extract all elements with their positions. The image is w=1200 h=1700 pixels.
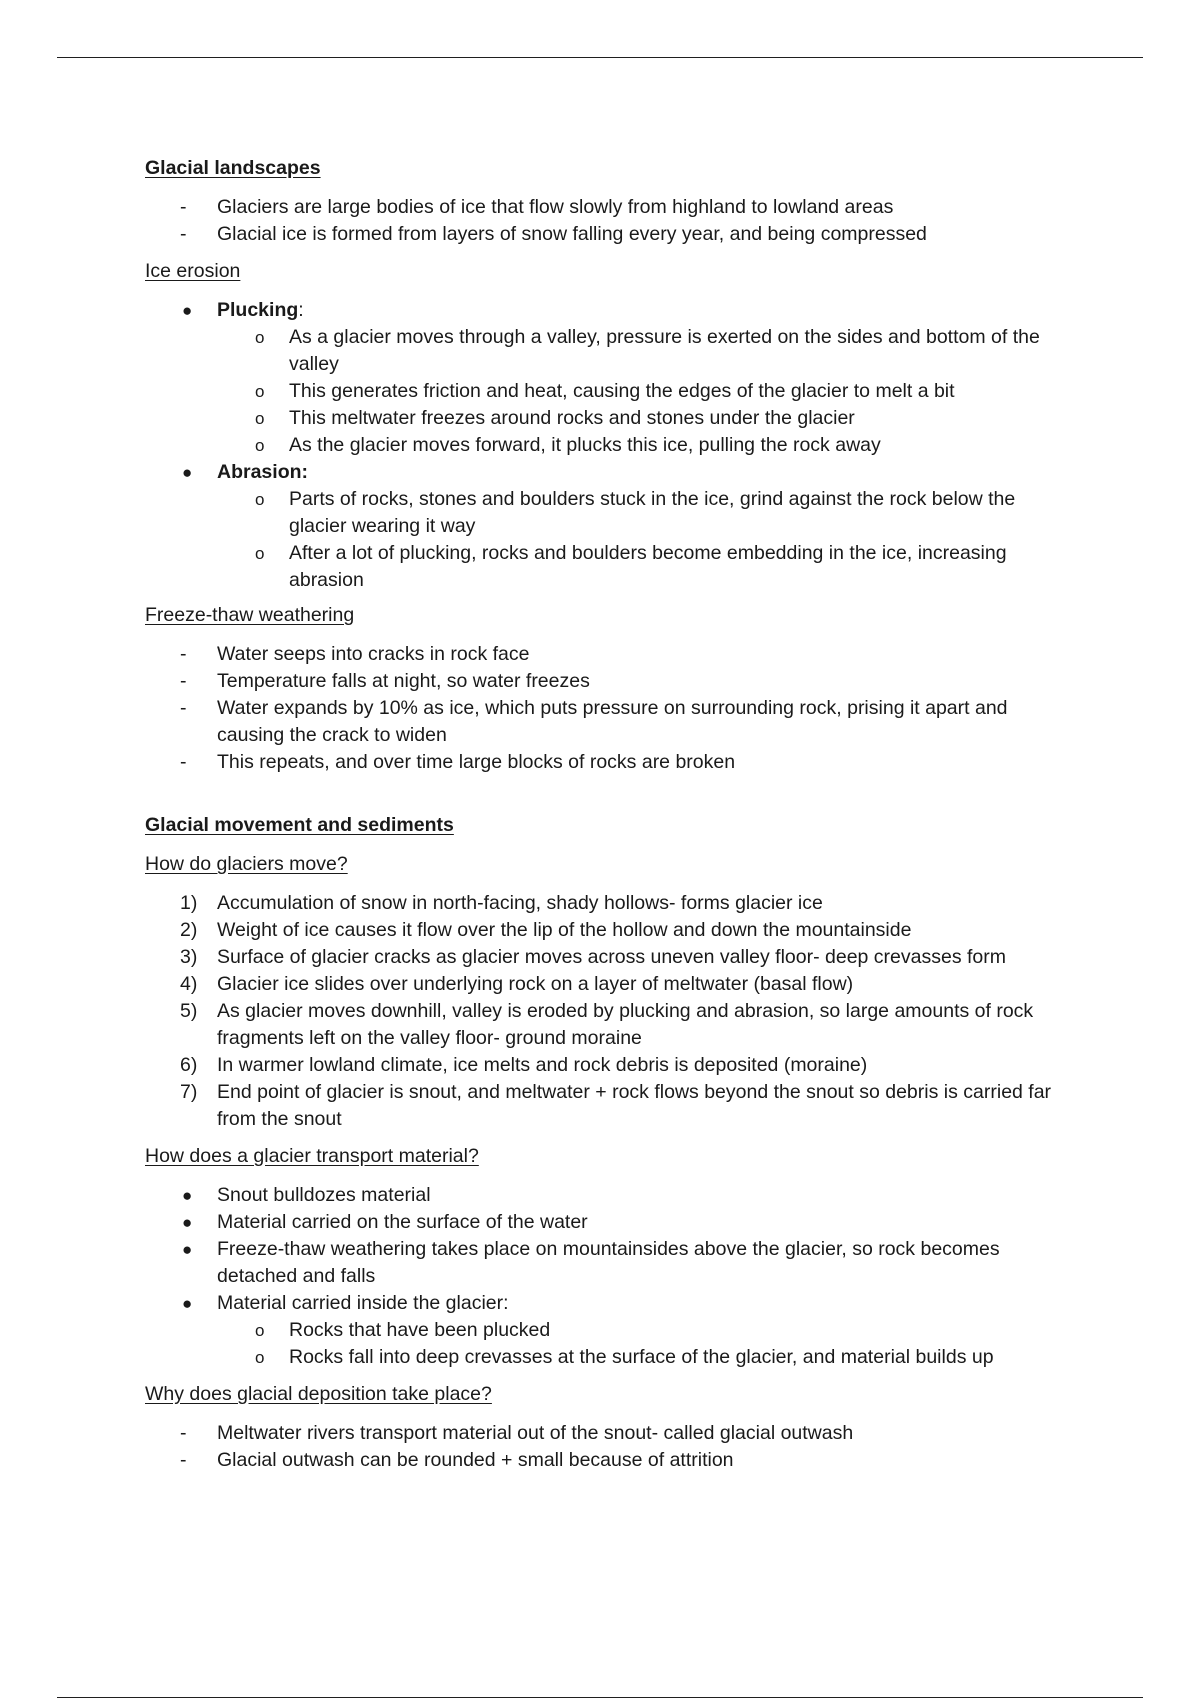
footer-rule <box>57 1697 1143 1698</box>
list-item-abrasion <box>145 459 1055 486</box>
list-item: ● Material carried inside the glacier: <box>145 1290 1055 1317</box>
list-freeze-thaw <box>145 641 1055 776</box>
list-transport <box>145 1182 1055 1371</box>
heading-glacial-movement: Glacial movement and sediments <box>145 814 454 836</box>
numbered-item: 2) Weight of ice causes it flow over the lip of the hollow and down the mountainside <box>180 919 912 941</box>
circle-marker-icon: o <box>255 1348 265 1367</box>
sub-list-item: o This meltwater freezes around rocks and stones under the glacier <box>145 405 1055 432</box>
sub-list-item: o As the glacier moves forward, it plucks this ice, pulling the rock away <box>145 432 1055 459</box>
list-item: - This repeats, and over time large blocks of rocks are broken <box>145 749 1055 776</box>
sub-list-item: o Parts of rocks, stones and boulders stuck in the ice, grind against the rock below the glacier wearing it way <box>255 488 1016 537</box>
list-item: ● Material carried on the surface of the water <box>145 1209 1055 1236</box>
heading-ice-erosion: Ice erosion <box>145 260 241 282</box>
bullet-icon: ● <box>182 301 193 320</box>
circle-marker-icon: o <box>255 544 265 563</box>
bullet-icon: ● <box>182 1186 193 1205</box>
circle-marker-icon: o <box>255 490 265 509</box>
circle-marker-icon: o <box>255 436 265 455</box>
circle-marker-icon: o <box>255 382 265 401</box>
sub-list-item: o Rocks fall into deep crevasses at the surface of the glacier, and material builds up <box>145 1344 1055 1371</box>
circle-marker-icon: o <box>255 409 265 428</box>
dash-marker: - <box>180 751 187 773</box>
list-ice-erosion <box>145 297 1055 594</box>
dash-marker: - <box>180 670 187 692</box>
heading-freeze-thaw: Freeze-thaw weathering <box>145 604 355 626</box>
list-item: - Water seeps into cracks in rock face <box>145 641 1055 668</box>
abrasion-label: Abrasion: <box>217 461 309 483</box>
list-item-plucking: ● Plucking: <box>145 297 1055 324</box>
bullet-icon: ● <box>182 1294 193 1313</box>
heading-deposition: Why does glacial deposition take place? <box>145 1383 492 1405</box>
list-item: - Glacial ice is formed from layers of snow falling every year, and being compressed <box>145 221 1055 248</box>
heading-transport: How does a glacier transport material? <box>145 1145 479 1167</box>
bullet-icon: ● <box>182 463 193 482</box>
heading-how-glaciers-move: How do glaciers move? <box>145 853 348 875</box>
numbered-item: 7) End point of glacier is snout, and meltwater + rock flows beyond the snout so debris is carried far from the snout <box>180 1081 1052 1130</box>
list-item: - Glaciers are large bodies of ice that flow slowly from highland to lowland areas <box>145 194 1055 221</box>
section-gap <box>145 786 1055 812</box>
list-item: ● Freeze-thaw weathering takes place on mountainsides above the glacier, so rock becomes detached and falls <box>182 1238 1000 1287</box>
numbered-item: 4) Glacier ice slides over underlying rock on a layer of meltwater (basal flow) <box>180 973 854 995</box>
dash-marker: - <box>180 1422 187 1444</box>
numbered-item: 6) In warmer lowland climate, ice melts and rock debris is deposited (moraine) <box>180 1054 868 1076</box>
list-item: ● Snout bulldozes material <box>145 1182 1055 1209</box>
dash-marker: - <box>180 643 187 665</box>
list-item: - Temperature falls at night, so water freezes <box>145 668 1055 695</box>
list-item: - Meltwater rivers transport material out of the snout- called glacial outwash <box>145 1420 1055 1447</box>
dash-marker: - <box>180 196 187 218</box>
heading-glacial-landscapes: Glacial landscapes <box>145 157 321 179</box>
document-body <box>145 155 1055 1484</box>
sub-list-item: o As a glacier moves through a valley, pressure is exerted on the sides and bottom of the valley <box>255 326 1040 375</box>
numbered-item: 5) As glacier moves downhill, valley is eroded by plucking and abrasion, so large amounts of rock fragments left on the valley floor- ground moraine <box>180 1000 1034 1049</box>
list-item: - Glacial outwash can be rounded + small because of attrition <box>145 1447 1055 1474</box>
circle-marker-icon: o <box>255 328 265 347</box>
list-item: - Water expands by 10% as ice, which puts pressure on surrounding rock, prising it apart and causing the crack to widen <box>180 697 1008 746</box>
bullet-icon: ● <box>182 1213 193 1232</box>
sub-list-item: o Rocks that have been plucked <box>145 1317 1055 1344</box>
numbered-item: 3) Surface of glacier cracks as glacier moves across uneven valley floor- deep crevasses form <box>180 946 1006 968</box>
header-rule <box>57 57 1143 58</box>
bullet-icon: ● <box>182 1240 193 1259</box>
sub-list-item: o This generates friction and heat, causing the edges of the glacier to melt a bit <box>145 378 1055 405</box>
dash-marker: - <box>180 1449 187 1471</box>
sub-list-item: o After a lot of plucking, rocks and boulders become embedding in the ice, increasing abrasion <box>255 542 1007 591</box>
dash-marker: - <box>180 697 187 719</box>
circle-marker-icon: o <box>255 1321 265 1340</box>
list-glacial-landscapes <box>145 194 1055 248</box>
numbered-item: 1) Accumulation of snow in north-facing, shady hollows- forms glacier ice <box>180 892 823 914</box>
list-how-glaciers-move <box>145 890 1055 1133</box>
plucking-label: Plucking <box>217 299 299 321</box>
list-deposition <box>145 1420 1055 1474</box>
dash-marker: - <box>180 223 187 245</box>
